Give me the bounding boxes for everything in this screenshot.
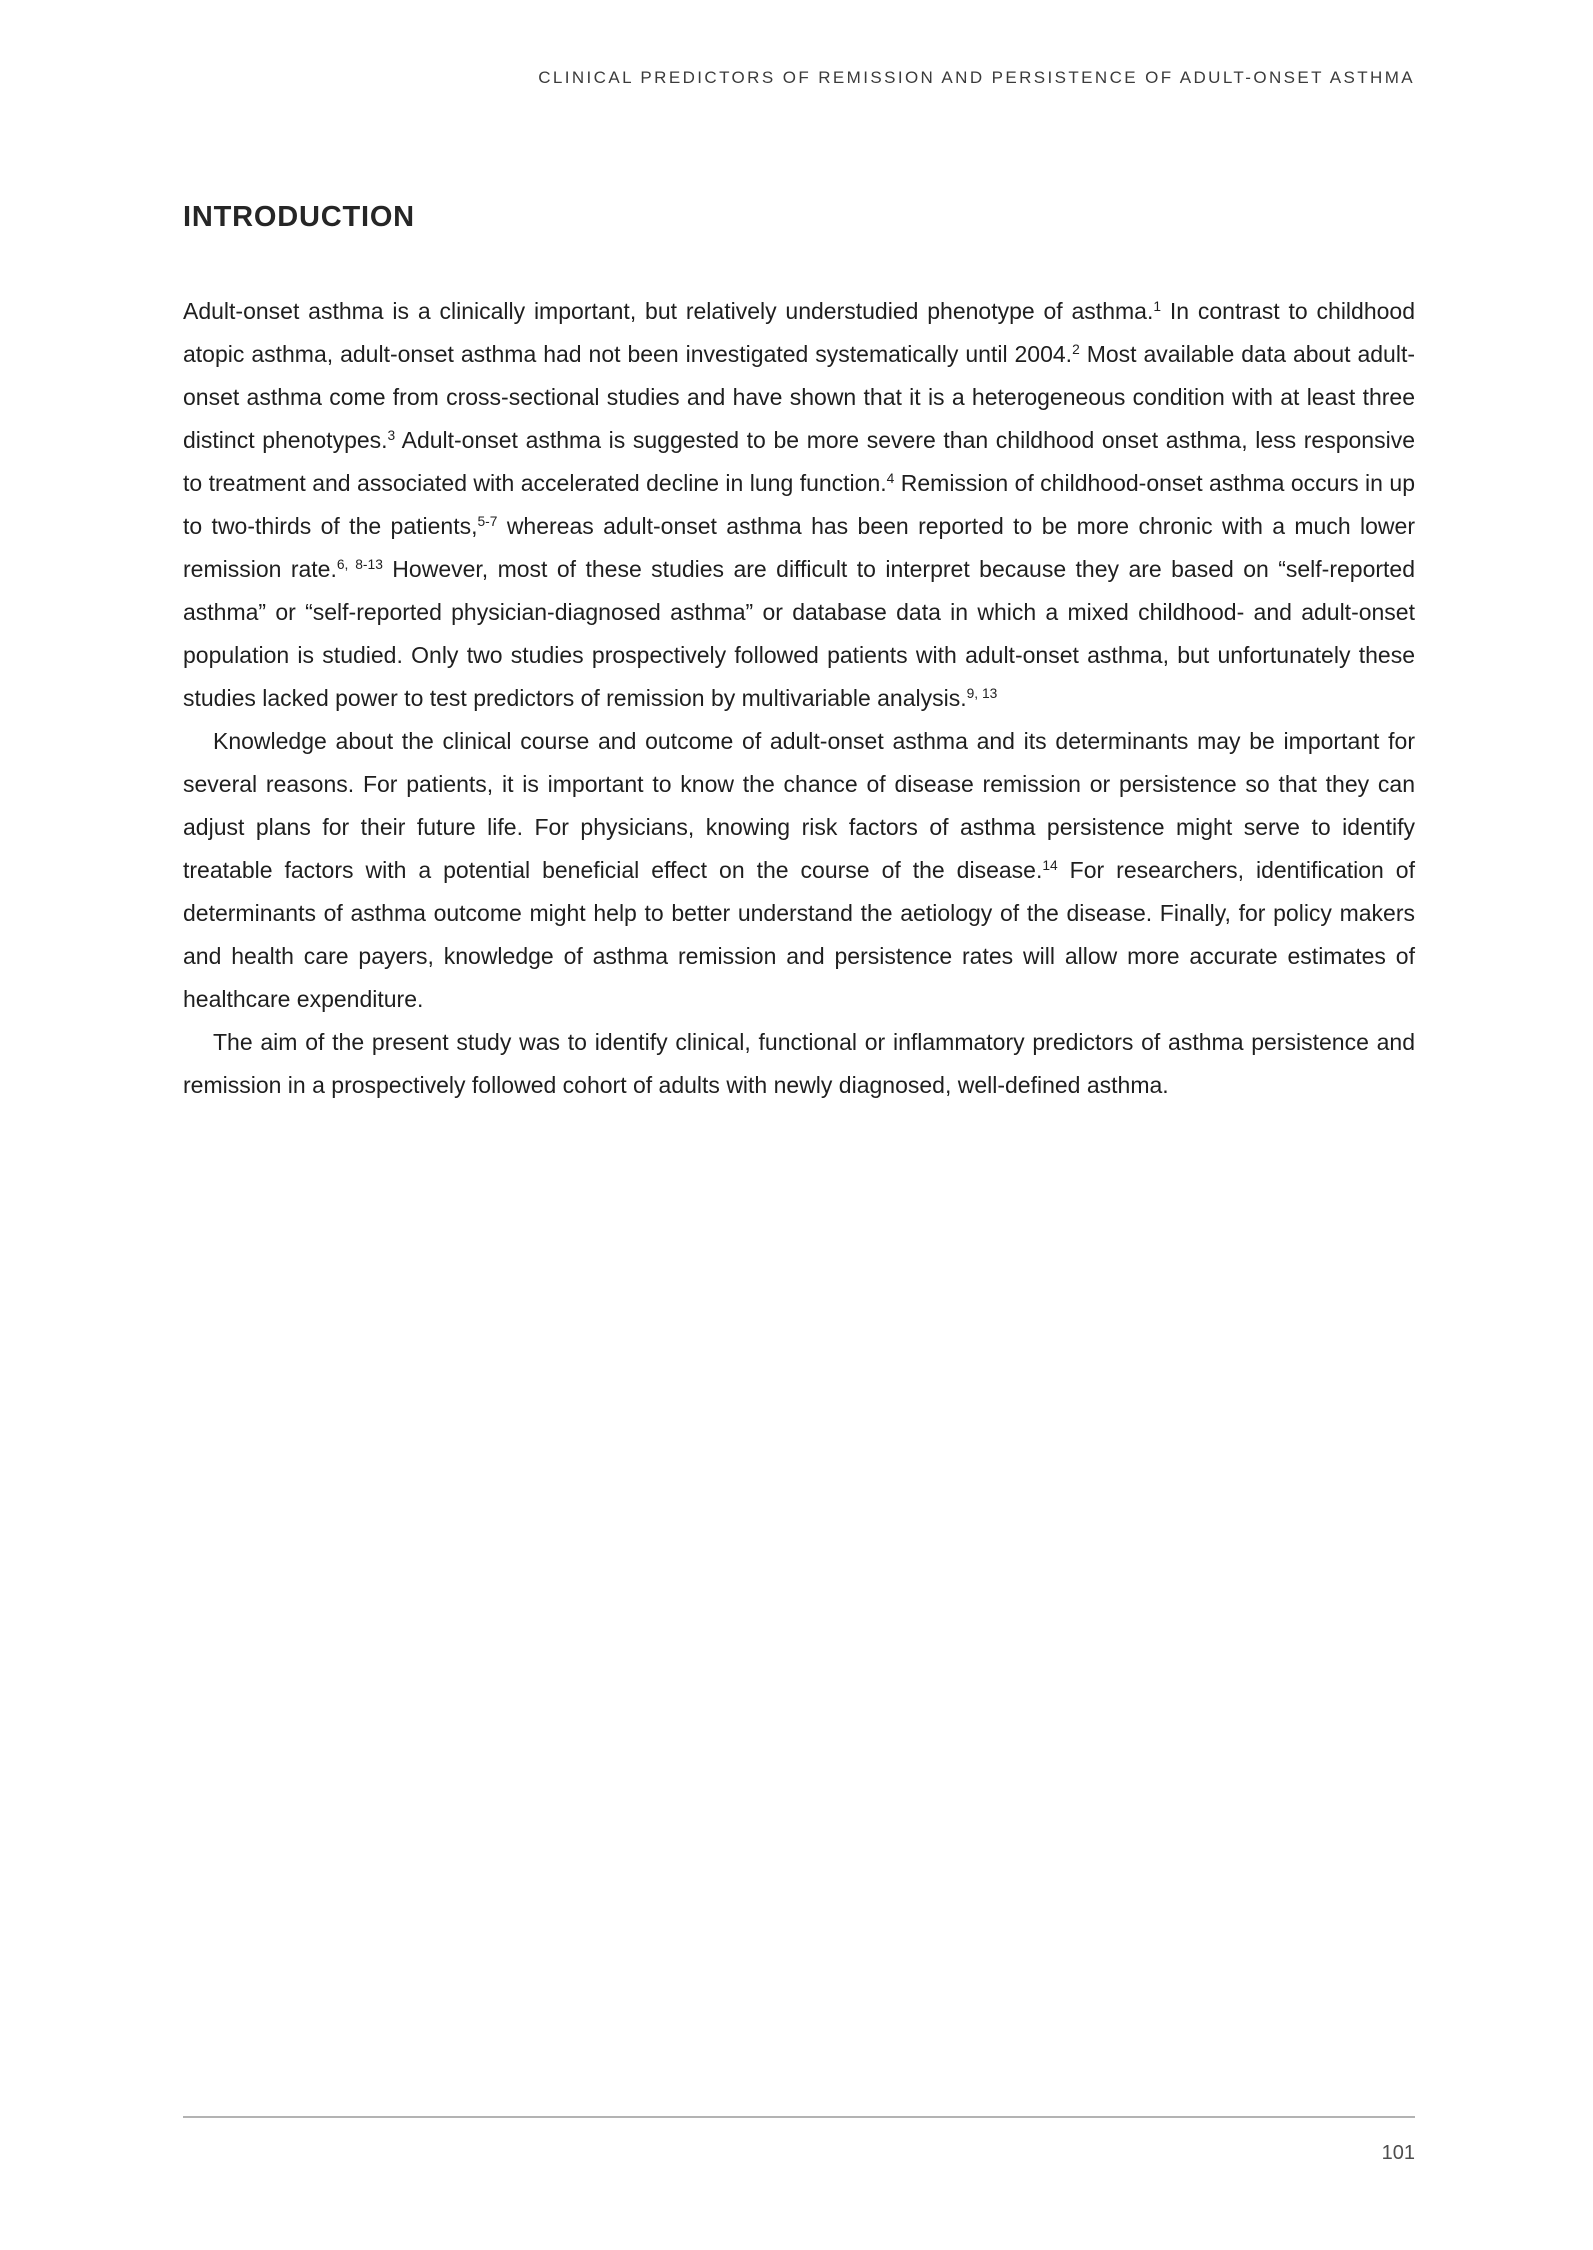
reference-superscript: 14 <box>1042 858 1058 874</box>
reference-superscript: 6, 8-13 <box>336 557 383 573</box>
paragraph: Adult-onset asthma is a clinically important, but relatively understudied phenotype of asthma.$^1$ In contrast to childhood atopic asthma, adult-onset asthma had not been investigated systematically until 2004.$^2$ Most available data about adult-onset asthma come from cross-sectional studies and have shown that it is a heterogeneous condition with at least three distinct phenotypes.$^3$ Adult-onset asthma is suggested to be more severe than childhood onset asthma, less responsive to treatment and associated with accelerated decline in lung function.$^4$ Remission of childhood-onset asthma occurs in up to two-thirds of the patients,$^{5-7}$ whereas adult-onset asthma has been reported to be more chronic with a much lower remission rate.$^{6, 8-13}$ However, most of these studies are difficult to interpret because they are based on “self-reported asthma” or “self-reported physician-diagnosed asthma” or database data in which a mixed childhood- and adult-onset population is studied. Only two studies prospectively followed patients with adult-onset asthma, but unfortunately these studies lacked power to test predictors of remission by multivariable analysis.$^{9, 13}$ <box>183 298 1416 711</box>
footer-divider <box>183 2116 1415 2118</box>
reference-superscript: 4 <box>886 471 895 487</box>
reference-superscript: 3 <box>387 428 396 444</box>
reference-superscript: 5-7 <box>477 514 498 530</box>
paragraph: Knowledge about the clinical course and outcome of adult-onset asthma and its determinants may be important for several reasons. For patients, it is important to know the chance of disease remission or persistence so that they can adjust plans for their future life. For physicians, knowing risk factors of asthma persistence might serve to identify treatable factors with a potential beneficial effect on the course of the disease.$^{14}$ For researchers, identification of determinants of asthma outcome might help to better understand the aetiology of the disease. Finally, for policy makers and health care payers, knowledge of asthma remission and persistence rates will allow more accurate estimates of healthcare expenditure. <box>183 728 1415 1012</box>
paragraph: The aim of the present study was to identify clinical, functional or inflammatory predictors of asthma persistence and remission in a prospectively followed cohort of adults with newly diagnosed, well-defined asthma. <box>183 1029 1415 1098</box>
page-content <box>183 200 1415 1107</box>
page-number: 101 <box>1381 2142 1415 2164</box>
body-paragraphs <box>183 290 1415 1107</box>
reference-superscript: 9, 13 <box>966 686 998 702</box>
reference-superscript: 2 <box>1072 342 1080 358</box>
reference-superscript: 1 <box>1153 299 1162 315</box>
running-header: CLINICAL PREDICTORS OF REMISSION AND PERSISTENCE OF ADULT-ONSET ASTHMA <box>538 68 1415 87</box>
section-heading: INTRODUCTION <box>183 201 415 233</box>
